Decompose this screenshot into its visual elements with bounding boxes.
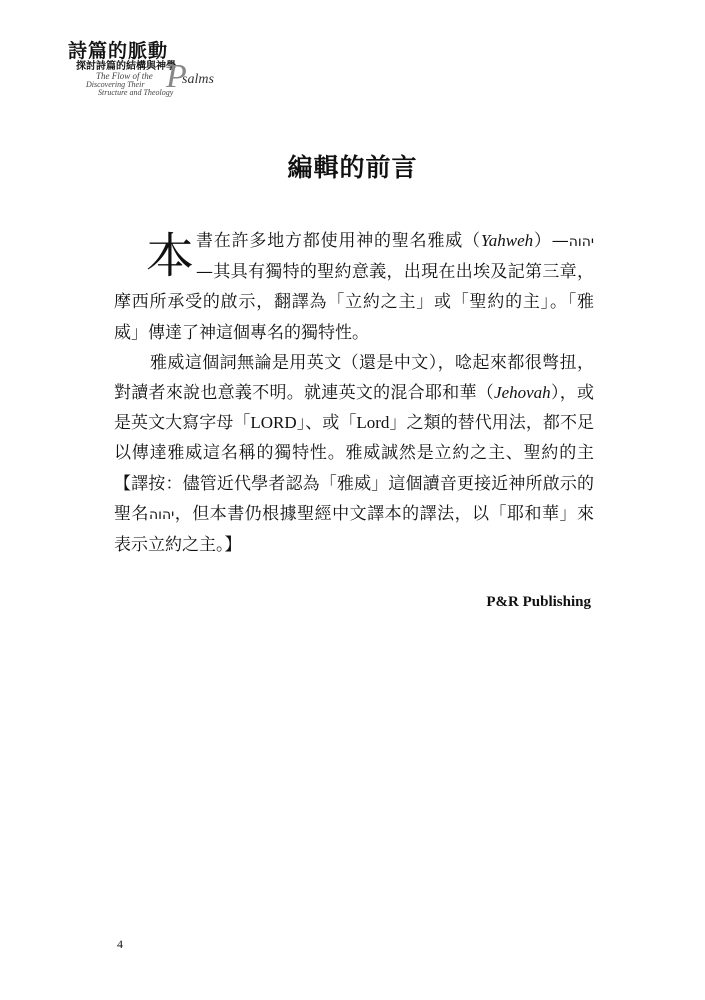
- logo-english-line-2: Discovering Their: [86, 80, 145, 89]
- p1-text-a: 書在許多地方都使用神的聖名雅威（: [196, 231, 481, 251]
- logo-subtitle: 探討詩篇的結構與神學: [76, 61, 176, 72]
- p2-lord: Lord: [356, 413, 390, 433]
- p2-text-a: 雅威這個詞無論是用英文（還是中文），唸起來都很彆扭，對讀者來說也意義不明。就連英文的混合耶和華（: [114, 352, 594, 404]
- logo-salms: salms: [182, 72, 214, 87]
- p2-lord-caps: LORD: [250, 413, 297, 433]
- p1-text-b: ）—: [533, 231, 569, 251]
- preface-body: [114, 226, 594, 560]
- p2-text-e: ，但本書仍根據聖經中文譯本的譯法，以「耶和華」來表示立約之主。】: [114, 503, 595, 556]
- logo-letter-p: P: [166, 58, 187, 95]
- p2-text-c: 」、或「: [296, 413, 357, 434]
- publisher-name: P&R Publishing: [486, 594, 591, 610]
- p2-text-b: ），或是英文大寫字母「: [114, 383, 595, 434]
- p1-hebrew: יהוה: [568, 234, 595, 250]
- paragraph-1: [114, 226, 594, 348]
- page-heading: 編輯的前言: [287, 153, 418, 182]
- p2-hebrew: יהוה: [148, 506, 175, 523]
- drop-cap: 本: [146, 228, 195, 284]
- p2-text-d: 」之類的替代用法，都不足以傳達雅威這名稱的獨特性。雅威誠然是立約之主、聖約的主【譯按：儘管近代學者認為「雅威」這個讀音更接近神所啟示的聖名: [114, 413, 594, 524]
- p1-yahweh: Yahweh: [480, 231, 534, 250]
- logo-english-line-3: Structure and Theology: [98, 88, 174, 97]
- p1-text-c: —其具有獨特的聖約意義，出現在出埃及記第三章，摩西所承受的啟示，翻譯為「立約之主」或「聖約的主」。「雅威」傳達了神這個專名的獨特性。: [114, 262, 594, 343]
- paragraph-2: [114, 348, 594, 560]
- logo-english-line-1: The Flow of the: [96, 71, 153, 81]
- logo-title: 詩篇的脈動: [68, 40, 169, 62]
- book-logo: [68, 36, 228, 100]
- page-number: 4: [117, 937, 123, 951]
- p2-jehovah: Jehovah: [494, 383, 551, 403]
